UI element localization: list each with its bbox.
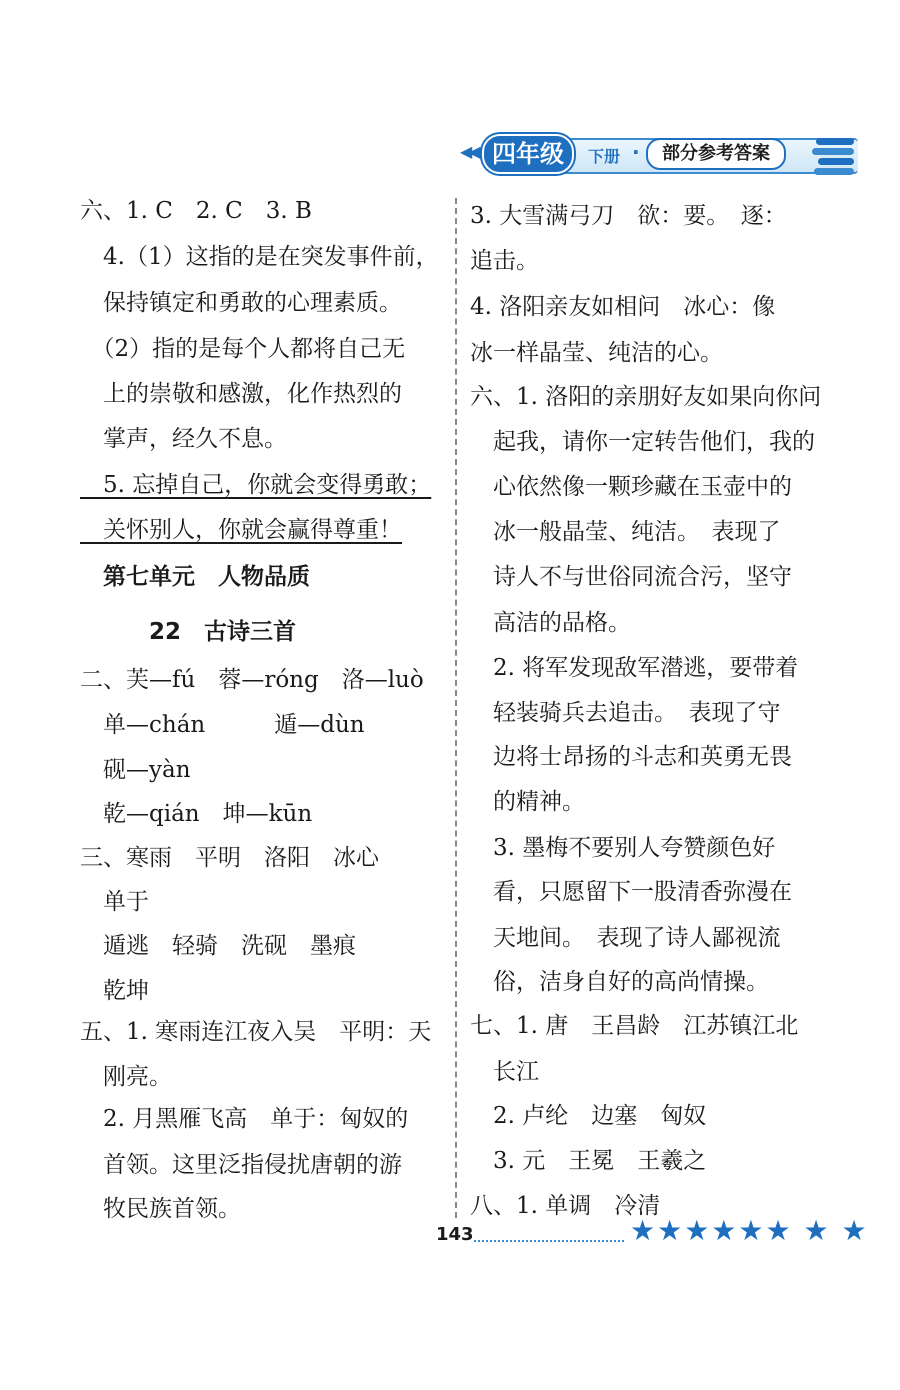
answer-line: 六、1. C 2. C 3. B — [80, 198, 312, 224]
dotted-leader — [474, 1226, 624, 1242]
answer-line: 天地间。 表现了诗人鄙视流 — [470, 925, 781, 951]
book-stack-icon — [812, 132, 856, 176]
answer-line: 4.（1）这指的是在突发事件前， — [80, 244, 439, 270]
answer-line: 2. 月黑雁飞高 单于：匈奴的 — [80, 1106, 409, 1132]
unit-heading: 第七单元 人物品质 — [80, 564, 310, 590]
volume-label: 下册 — [588, 147, 621, 166]
answer-line: 边将士昂扬的斗志和英勇无畏 — [470, 744, 792, 770]
answer-line: 起我，请你一定转告他们，我的 — [470, 429, 815, 455]
answer-line: 心依然像一颗珍藏在玉壶中的 — [470, 474, 792, 500]
answer-line: 3. 大雪满弓刀 欲：要。 逐： — [470, 203, 787, 229]
header-separator: · — [632, 140, 640, 164]
page-number: 143 — [436, 1224, 474, 1245]
lesson-heading: 22 古诗三首 — [80, 619, 297, 645]
answer-line: （2）指的是每个人都将自己无 — [80, 336, 406, 362]
page-header — [460, 128, 858, 180]
answer-line: 遁逃 轻骑 洗砚 墨痕 — [80, 933, 356, 959]
answer-line: 六、1. 洛阳的亲朋好友如果向你问 — [470, 384, 822, 410]
answer-line: 乾坤 — [80, 978, 149, 1004]
answer-line: 七、1. 唐 王昌龄 江苏镇江北 — [470, 1013, 799, 1039]
answer-line: 追击。 — [470, 248, 539, 274]
answer-line: 冰一样晶莹、纯洁的心。 — [470, 340, 723, 366]
answer-line: 上的崇敬和感激，化作热烈的 — [80, 381, 402, 407]
answer-line: 的精神。 — [470, 789, 585, 815]
answer-line: 牧民族首领。 — [80, 1196, 241, 1222]
grade-badge: 四年级 — [482, 134, 574, 174]
answer-line: 长江 — [470, 1059, 539, 1085]
answer-line: 乾—qián 坤—kūn — [80, 801, 313, 827]
answer-line: 诗人不与世俗同流合污，坚守 — [470, 564, 792, 590]
answer-line: 看，只愿留下一股清香弥漫在 — [470, 879, 792, 905]
answer-line: 2. 卢纶 边塞 匈奴 — [470, 1103, 707, 1129]
answer-line: 轻装骑兵去追击。 表现了守 — [470, 700, 781, 726]
answer-line: 2. 将军发现敌军潜逃，要带着 — [470, 655, 799, 681]
column-divider — [455, 198, 457, 1218]
answer-line: 刚亮。 — [80, 1064, 172, 1090]
answer-line: 八、1. 单调 冷清 — [470, 1193, 661, 1219]
answer-line: 掌声，经久不息。 — [80, 426, 287, 452]
answer-line: 3. 墨梅不要别人夸赞颜色好 — [470, 835, 776, 861]
answer-line: 5. 忘掉自己，你就会变得勇敢； — [80, 472, 432, 498]
section-label: 部分参考答案 — [646, 138, 786, 170]
answer-line: 高洁的品格。 — [470, 610, 631, 636]
answer-line: 单于 — [80, 889, 149, 915]
answer-line: 冰一般晶莹、纯洁。 表现了 — [470, 519, 781, 545]
star-decoration-icon: ★★★★★★ ★ ★ — [630, 1214, 869, 1247]
answer-line: 保持镇定和勇敢的心理素质。 — [80, 290, 402, 316]
double-arrow-left-icon: ◀◀ — [460, 142, 477, 161]
answer-line: 关怀别人，你就会赢得尊重！ — [80, 517, 402, 543]
answer-line: 俗，洁身自好的高尚情操。 — [470, 969, 769, 995]
answer-line: 砚—yàn — [80, 757, 191, 783]
answer-line: 五、1. 寒雨连江夜入吴 平明：天 — [80, 1019, 432, 1045]
answer-line: 二、芙—fú 蓉—róng 洛—luò — [80, 667, 424, 693]
answer-line: 单—chán 遁—dùn — [80, 712, 365, 738]
answer-line: 首领。这里泛指侵扰唐朝的游 — [80, 1152, 402, 1178]
answer-line: 3. 元 王冕 王羲之 — [470, 1148, 707, 1174]
answer-line: 三、寒雨 平明 洛阳 冰心 — [80, 845, 379, 871]
answer-line: 4. 洛阳亲友如相问 冰心：像 — [470, 294, 776, 320]
